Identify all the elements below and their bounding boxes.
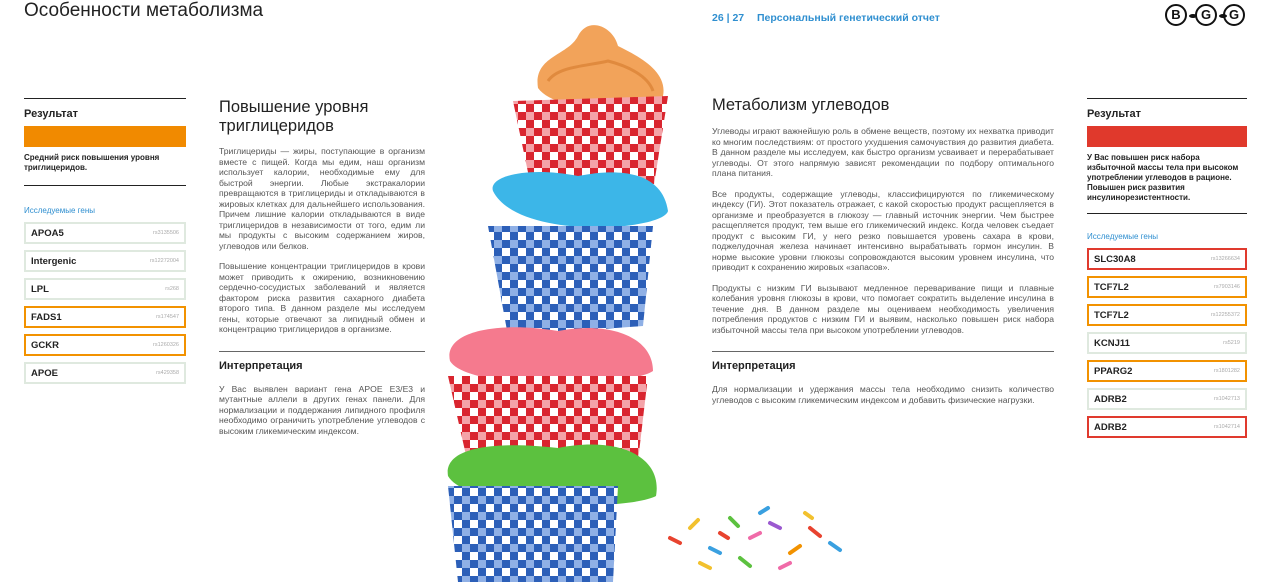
report-name: Персональный генетический отчет (757, 12, 940, 24)
gene-name: KCNJ11 (1094, 337, 1130, 349)
gene-item-pparg2[interactable] (1087, 360, 1247, 382)
divider (219, 351, 425, 352)
section-paragraph: Продукты с низким ГИ вызывают медленное переваривание пищи и плавные колебания уровня глюкозы в крови, что помогает сократить выделение инсулина в течение дня. В данном разделе мы оцениваем необходимость увеличения потребления продуктов с низким ГИ и выявим, насколько повышен риск набора избыточной массы тела при высоком употреблении углеводов. (712, 282, 1054, 335)
gene-rsid: rs174547 (156, 314, 179, 320)
genes-caption: Исследуемые гены (24, 206, 95, 215)
divider (24, 98, 186, 99)
logo-letter-b: B (1165, 4, 1187, 26)
gene-item-tcf7l2[interactable] (1087, 276, 1247, 298)
genes-caption: Исследуемые гены (1087, 232, 1158, 241)
section-paragraph: Триглицериды — жиры, поступающие в организм вместе с пищей. Когда мы едим, наш организм использует калории, необходимые ему для быстрой энергии. Любые экстракалории превращаются в триглицериды и откладываются в жировых клетках для дальнейшего использования. Причем лишние калории откладываются в виде триглицеридов в независимости от того, едим ли мы продукты с высоким содержанием жиров, углеводов или белков. (219, 146, 425, 251)
gene-name: Intergenic (31, 255, 77, 267)
gene-name: PPARG2 (1094, 365, 1133, 377)
gene-item-fads1[interactable] (24, 306, 186, 328)
gene-item-tcf7l2[interactable] (1087, 304, 1247, 326)
gene-rsid: rs1042714 (1214, 424, 1240, 430)
result-text: У Вас повышен риск набора избыточной массы тела при высоком употреблении углеводов в рационе. Повышен риск развития инсулинорезистентности. (1087, 153, 1239, 202)
risk-bar-orange (24, 126, 186, 147)
gene-item-apoe[interactable] (24, 362, 186, 384)
gene-list (1087, 248, 1247, 438)
bgg-logo (1165, 3, 1247, 29)
gene-name: APOA5 (31, 227, 64, 239)
gene-item-apoa5[interactable] (24, 222, 186, 244)
interpretation-text: Для нормализации и удержания массы тела необходимо снизить количество углеводов с высоким гликемическим индексом и добавить физические нагрузки. (712, 384, 1054, 405)
gene-name: TCF7L2 (1094, 309, 1129, 321)
divider (24, 185, 186, 186)
section-title: Повышение уровня триглицеридов (219, 98, 369, 135)
gene-rsid: rs268 (165, 286, 179, 292)
section-paragraph: Все продукты, содержащие углеводы, классифицируются по гликемическому индексу (ГИ). Этот показатель отражает, с какой скоростью продукт расщепляется в организме и преобразуется в глюкозу — главный источник энергии. Чем быстрее расщепляется продукт, тем выше его гликемический индекс. Когда человек съедает продукт с высоким ГИ, у него резко повышается уровень сахара в крови, поджелудочная железа начинает интенсивно вырабатывать гормон инсулин. В норме высокие уровни глюкозы сопровождаются высоким уровнем инсулина, что приводит к сохранению жировых «запасов». (712, 188, 1054, 272)
gene-item-gckr[interactable] (24, 334, 186, 356)
result-title: Результат (24, 108, 79, 120)
right-result-panel (1087, 98, 1247, 444)
gene-name: LPL (31, 283, 49, 295)
gene-item-kcnj11[interactable] (1087, 332, 1247, 354)
page-title: Особенности метаболизма (24, 0, 264, 21)
page-number: 26 | 27 (712, 12, 745, 24)
triglycerides-section (219, 98, 425, 436)
interpretation-text: У Вас выявлен вариант гена APOE E3/E3 и мутантные аллели в других генах панели. Для нормализации и поддержания липидного профиля необходимо ограничить употребление углеводов с высоким гликемическим индексом. (219, 383, 425, 436)
gene-item-intergenic[interactable] (24, 250, 186, 272)
interpretation-title: Интерпретация (712, 360, 796, 372)
gene-name: GCKR (31, 339, 59, 351)
section-paragraph: Углеводы играют важнейшую роль в обмене веществ, поэтому их нехватка приводит ко многим последствиям: от простого ухудшения самочувствия до развития диабета. В данном разделе мы исследуем, как быстро организм усваивает и перерабатывает углеводы. От этого напрямую зависят рекомендации по подбору оптимального плана питания. (712, 126, 1054, 178)
gene-rsid: rs13266634 (1210, 256, 1240, 262)
gene-item-slc30a8[interactable] (1087, 248, 1247, 270)
section-paragraph: Повышение концентрации триглицеридов в крови может приводить к ожирению, возникновению сердечно-сосудистых заболеваний и является фактором риска развития сахарного диабета второго типа. В данном разделе мы исследуем гены, которые отвечают за липидный обмен и концентрацию триглицеридов в организме. (219, 261, 425, 334)
result-text: Средний риск повышения уровня триглицеридов. (24, 153, 160, 172)
gene-rsid: rs1042713 (1214, 396, 1240, 402)
sprinkles-image (640, 498, 870, 582)
gene-name: SLC30A8 (1094, 253, 1136, 265)
logo-letter-g1: G (1195, 4, 1217, 26)
gene-item-adrb2[interactable] (1087, 416, 1247, 438)
gene-rsid: rs3135506 (153, 230, 179, 236)
gene-list (24, 222, 186, 384)
gene-item-adrb2[interactable] (1087, 388, 1247, 410)
left-result-panel (24, 98, 186, 390)
gene-name: APOE (31, 367, 58, 379)
gene-rsid: rs7903146 (1214, 284, 1240, 290)
section-title: Метаболизм углеводов (712, 96, 890, 114)
divider (1087, 213, 1247, 214)
gene-name: FADS1 (31, 311, 62, 323)
gene-rsid: rs12255372 (1210, 312, 1240, 318)
interpretation-title: Интерпретация (219, 359, 303, 372)
logo-letter-g2: G (1223, 4, 1245, 26)
gene-rsid: rs1801282 (1214, 368, 1240, 374)
divider (712, 351, 1054, 352)
gene-name: ADRB2 (1094, 421, 1127, 433)
gene-rsid: rs429358 (156, 370, 179, 376)
gene-rsid: rs1260326 (153, 342, 179, 348)
gene-rsid: rs12272004 (149, 258, 179, 264)
carbohydrate-section (712, 96, 1054, 405)
gene-rsid: rs5219 (1223, 340, 1240, 346)
gene-name: TCF7L2 (1094, 281, 1129, 293)
gene-name: ADRB2 (1094, 393, 1127, 405)
divider (1087, 98, 1247, 99)
gene-item-lpl[interactable] (24, 278, 186, 300)
risk-bar-red (1087, 126, 1247, 147)
result-title: Результат (1087, 108, 1142, 120)
